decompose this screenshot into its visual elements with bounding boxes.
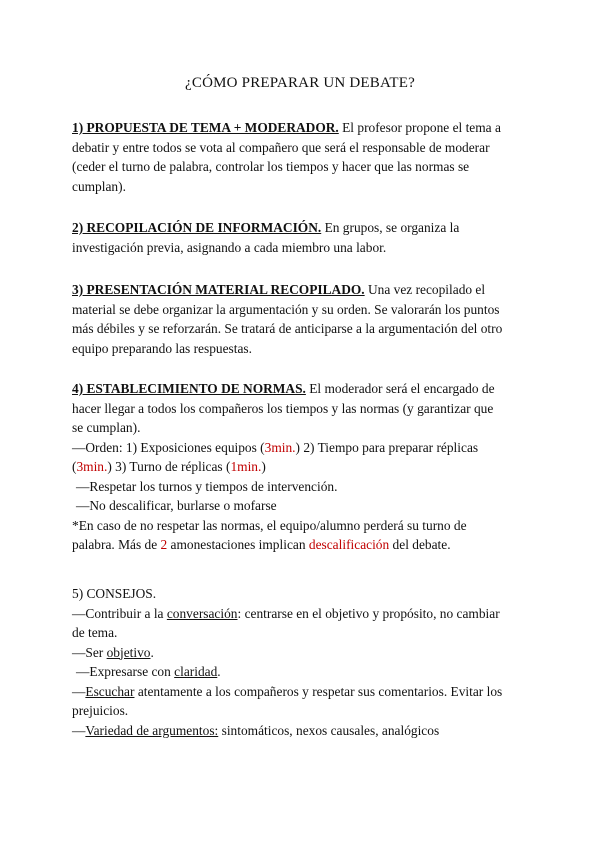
section-heading: 1) PROPUESTA DE TEMA + MODERADOR.: [72, 120, 339, 135]
paragraph-line: [72, 379, 532, 399]
tip-item: [72, 721, 532, 741]
paragraph-line: se cumplan).: [72, 420, 141, 435]
body-text: sintomáticos, nexos causales, analógicos: [218, 722, 440, 738]
rule-item: —Respetar los turnos y tiempos de intervención.: [76, 478, 338, 494]
section-normas: [72, 379, 532, 555]
body-text: .: [217, 664, 221, 679]
body-text: —Orden: 1) Exposiciones equipos (: [72, 439, 265, 455]
body-text: —Ser: [72, 644, 107, 660]
section-heading: 2) RECOPILACIÓN DE INFORMACIÓN.: [72, 220, 322, 235]
body-text: : centrarse en el objetivo y propósito, no cambiar: [237, 605, 500, 621]
body-text: Una vez recopilado el: [364, 282, 486, 297]
rule-item: —No descalificar, burlarse o mofarse: [76, 498, 277, 513]
time-value: 3min.: [264, 439, 296, 455]
paragraph-line: debatir y entre todos se vota al compañero que será el responsable de moderar: [72, 139, 490, 155]
body-text: (: [72, 459, 77, 474]
body-text: El profesor propone el tema a: [338, 120, 501, 135]
time-value: 1min.: [230, 459, 262, 474]
underlined-term: claridad: [174, 664, 218, 679]
time-value: 3min.: [76, 459, 108, 474]
body-text: atentamente a los compañeros y respetar sus comentarios. Evitar los: [134, 683, 503, 699]
body-text: El moderador será el encargado de: [305, 381, 495, 396]
body-text: —Expresarse con: [76, 664, 175, 679]
underlined-term: Variedad de argumentos:: [85, 722, 219, 738]
body-text: —Contribuir a la: [72, 605, 167, 621]
section-heading: 4) ESTABLECIMIENTO DE NORMAS.: [72, 381, 306, 396]
paragraph-line: investigación previa, asignando a cada miembro una labor.: [72, 239, 387, 255]
order-line: [72, 438, 532, 458]
body-text: ) 2) Tiempo para preparar réplicas: [295, 439, 479, 455]
section-recopilacion: [72, 218, 532, 257]
body-text: —: [72, 683, 86, 699]
underlined-term: objetivo: [106, 644, 151, 660]
section-consejos: [72, 584, 532, 740]
paragraph-line: material se debe organizar la argumentación y su orden. Se valorarán los puntos: [72, 301, 500, 317]
section-heading-plain: 5) CONSEJOS.: [72, 586, 157, 601]
body-text: —: [72, 722, 86, 738]
underlined-term: conversación: [166, 605, 238, 621]
section-presentacion: [72, 280, 532, 358]
body-text: .: [150, 644, 154, 660]
body-text: palabra. Más de: [72, 537, 161, 552]
section-propuesta: [72, 118, 532, 196]
note-line: *En caso de no respetar las normas, el equipo/alumno perderá su turno de: [72, 517, 467, 533]
order-line: [72, 457, 532, 477]
tip-item: [72, 662, 532, 682]
note-line: [72, 535, 532, 555]
body-text: En grupos, se organiza la: [321, 220, 460, 235]
section-heading: 3) PRESENTACIÓN MATERIAL RECOPILADO.: [72, 282, 365, 297]
tip-item-continuation: prejuicios.: [72, 703, 129, 718]
paragraph-line: [72, 280, 532, 300]
disqualification-text: descalificación: [308, 537, 390, 552]
tip-item: [72, 682, 532, 702]
tip-item: [72, 604, 532, 624]
paragraph-line: más débiles y se reforzarán. Se tratará de anticiparse a la argumentación del otro: [72, 321, 503, 336]
paragraph-line: (ceder el turno de palabra, controlar los tiempos y hacer que las normas se: [72, 159, 470, 174]
tip-item-continuation: de tema.: [72, 625, 118, 640]
paragraph-line: [72, 118, 532, 138]
body-text: amonestaciones implican: [167, 537, 309, 552]
paragraph-line: equipo preparando las respuestas.: [72, 340, 252, 356]
body-text: ) 3) Turno de réplicas (: [107, 459, 231, 474]
paragraph-line: hacer llegar a todos los compañeros los tiempos y las normas (y garantizar que: [72, 400, 494, 416]
page-title: ¿CÓMO PREPARAR UN DEBATE?: [185, 75, 415, 91]
paragraph-line: cumplan).: [72, 178, 126, 194]
underlined-term: Escuchar: [85, 683, 135, 699]
warning-count: 2: [160, 537, 168, 552]
tip-item: [72, 643, 532, 663]
paragraph-line: [72, 218, 532, 238]
body-text: del debate.: [389, 537, 451, 552]
body-text: ): [261, 459, 266, 474]
